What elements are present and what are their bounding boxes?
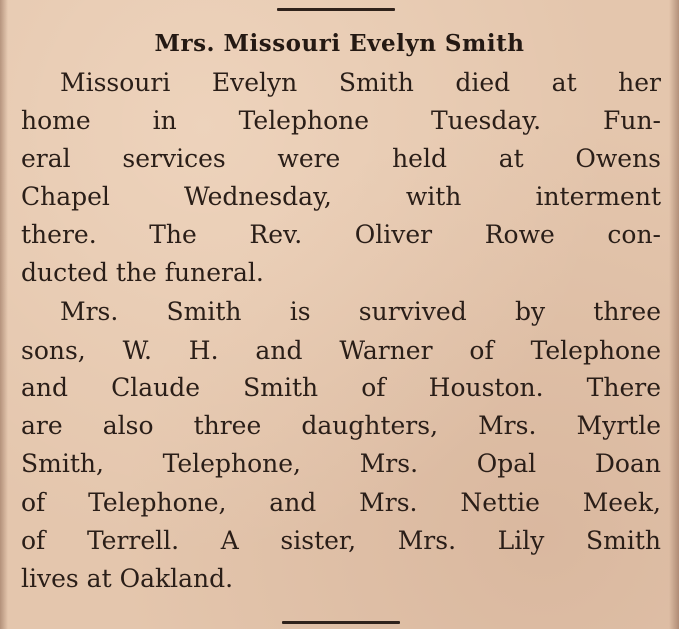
clipping-left-edge (0, 0, 8, 629)
paragraph-1-line-1: Missouri Evelyn Smith died at her (60, 68, 661, 97)
paragraph-1-line-6: ducted the funeral. (21, 258, 264, 287)
paragraph-2-line-2: sons, W. H. and Warner of Telephone (21, 336, 661, 365)
paragraph-2-line-3: and Claude Smith of Houston. There (21, 373, 661, 402)
paragraph-1-line-5: there. The Rev. Oliver Rowe con- (21, 220, 661, 249)
paragraph-2-line-4: are also three daughters, Mrs. Myrtle (21, 411, 661, 440)
paragraph-2-line-5: Smith, Telephone, Mrs. Opal Doan (21, 449, 661, 478)
paragraph-2-line-6: of Telephone, and Mrs. Nettie Meek, (21, 488, 661, 517)
top-divider-rule (277, 8, 395, 11)
paragraph-2-line-7: of Terrell. A sister, Mrs. Lily Smith (21, 526, 661, 555)
bottom-divider-rule (282, 621, 400, 624)
paragraph-1-line-3: eral services were held at Owens (21, 144, 661, 173)
paragraph-2-line-1: Mrs. Smith is survived by three (60, 297, 661, 326)
paragraph-1-line-2: home in Telephone Tuesday. Fun- (21, 106, 661, 135)
paragraph-1-line-4: Chapel Wednesday, with interment (21, 182, 661, 211)
clipping-right-edge (669, 0, 679, 629)
paragraph-2-line-8: lives at Oakland. (21, 564, 234, 593)
obituary-headline: Mrs. Missouri Evelyn Smith (154, 30, 525, 57)
